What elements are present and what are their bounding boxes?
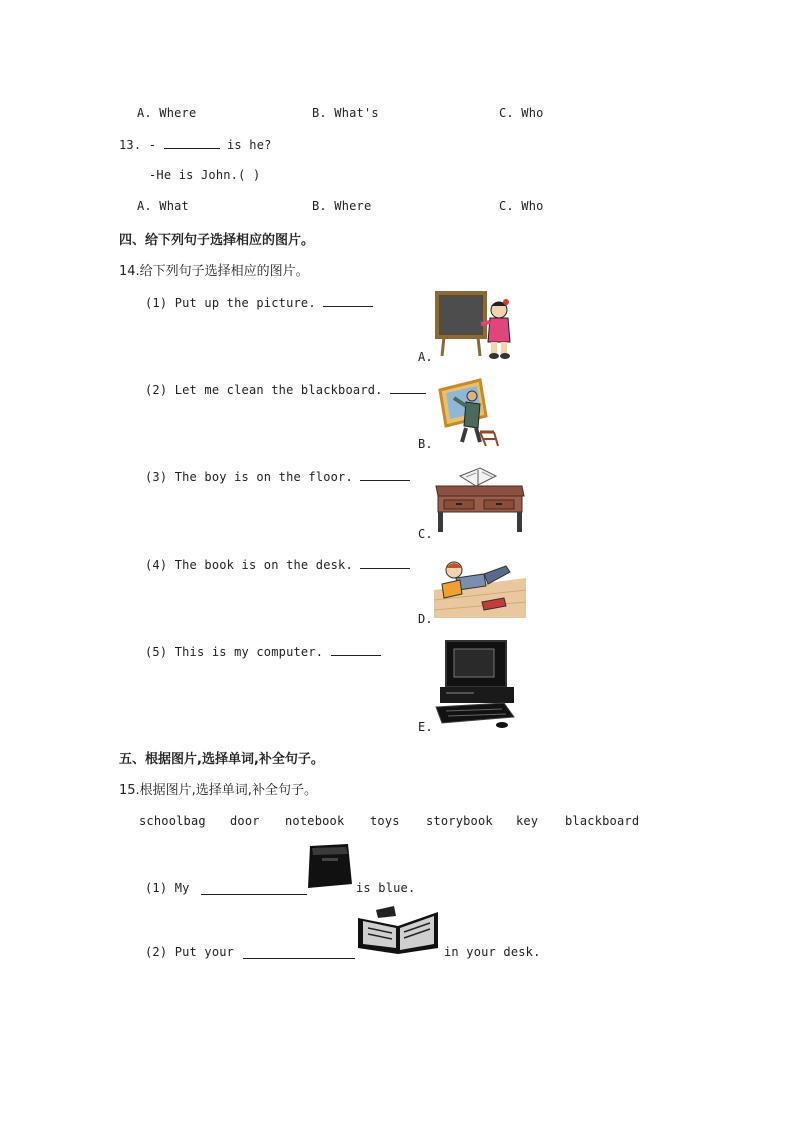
word-bank-item: schoolbag bbox=[139, 814, 206, 828]
q15-title: 15.根据图片,选择单词,补全句子。 bbox=[119, 783, 317, 798]
q13-question bbox=[119, 137, 272, 152]
sentence-text: (3) The boy is on the floor. bbox=[145, 470, 353, 484]
notebook-picture-icon bbox=[304, 842, 354, 890]
answer-blank bbox=[323, 295, 373, 307]
section4-heading: 四、给下列句子选择相应的图片。 bbox=[119, 233, 315, 248]
word-bank-item: door bbox=[230, 814, 260, 828]
q12-option-a: A. Where bbox=[137, 106, 197, 120]
q12-option-c: C. Who bbox=[499, 106, 544, 120]
q13-prefix: 13. - bbox=[119, 138, 157, 152]
girl-at-blackboard-icon bbox=[434, 290, 512, 362]
q14-sentence-5 bbox=[145, 644, 381, 659]
sentence-text: (1) Put up the picture. bbox=[145, 296, 316, 310]
picture-label-b: B. bbox=[418, 437, 433, 451]
picture-label-e: E. bbox=[418, 720, 433, 734]
q13-option-c: C. Who bbox=[499, 199, 544, 213]
q13-answer-line: -He is John.( ) bbox=[149, 168, 261, 182]
q15-sentence-2-blank bbox=[243, 946, 355, 959]
q13-suffix: is he? bbox=[227, 138, 272, 152]
picture-label-a: A. bbox=[418, 350, 433, 364]
answer-blank bbox=[360, 469, 410, 481]
word-bank-item: toys bbox=[370, 814, 400, 828]
section5-heading: 五、根据图片,选择单词,补全句子。 bbox=[119, 752, 324, 767]
q14-sentence-2 bbox=[145, 382, 426, 397]
word-bank-item: blackboard bbox=[565, 814, 640, 828]
q14-sentence-1 bbox=[145, 295, 373, 310]
answer-blank bbox=[331, 644, 381, 656]
q12-option-b: B. What's bbox=[312, 106, 379, 120]
sentence-text: (5) This is my computer. bbox=[145, 645, 324, 659]
word-bank-item: notebook bbox=[285, 814, 345, 828]
q15-sentence-1-suffix: is blue. bbox=[356, 881, 416, 895]
sentence-text: (2) Let me clean the blackboard. bbox=[145, 383, 383, 397]
boy-on-floor-icon bbox=[434, 556, 526, 620]
q14-sentence-4 bbox=[145, 557, 410, 572]
word-bank-item: key bbox=[516, 814, 539, 828]
word-bank-item: storybook bbox=[426, 814, 493, 828]
q15-sentence-1-blank bbox=[201, 882, 307, 895]
q13-option-b: B. Where bbox=[312, 199, 372, 213]
q15-sentence-2-prefix: (2) Put your bbox=[145, 945, 235, 959]
computer-icon bbox=[434, 637, 524, 729]
q14-title: 14.给下列句子选择相应的图片。 bbox=[119, 264, 309, 279]
sentence-text: (4) The book is on the desk. bbox=[145, 558, 353, 572]
answer-blank bbox=[390, 382, 426, 394]
picture-label-c: C. bbox=[418, 527, 433, 541]
man-hanging-picture-icon bbox=[434, 376, 506, 448]
answer-blank bbox=[360, 557, 410, 569]
picture-label-d: D. bbox=[418, 612, 433, 626]
q13-blank bbox=[164, 137, 220, 149]
q14-sentence-3 bbox=[145, 469, 410, 484]
q13-option-a: A. What bbox=[137, 199, 189, 213]
q15-sentence-1-prefix: (1) My bbox=[145, 881, 190, 895]
storybook-picture-icon bbox=[354, 904, 442, 956]
book-on-desk-icon bbox=[434, 460, 526, 534]
q15-sentence-2-suffix: in your desk. bbox=[444, 945, 541, 959]
